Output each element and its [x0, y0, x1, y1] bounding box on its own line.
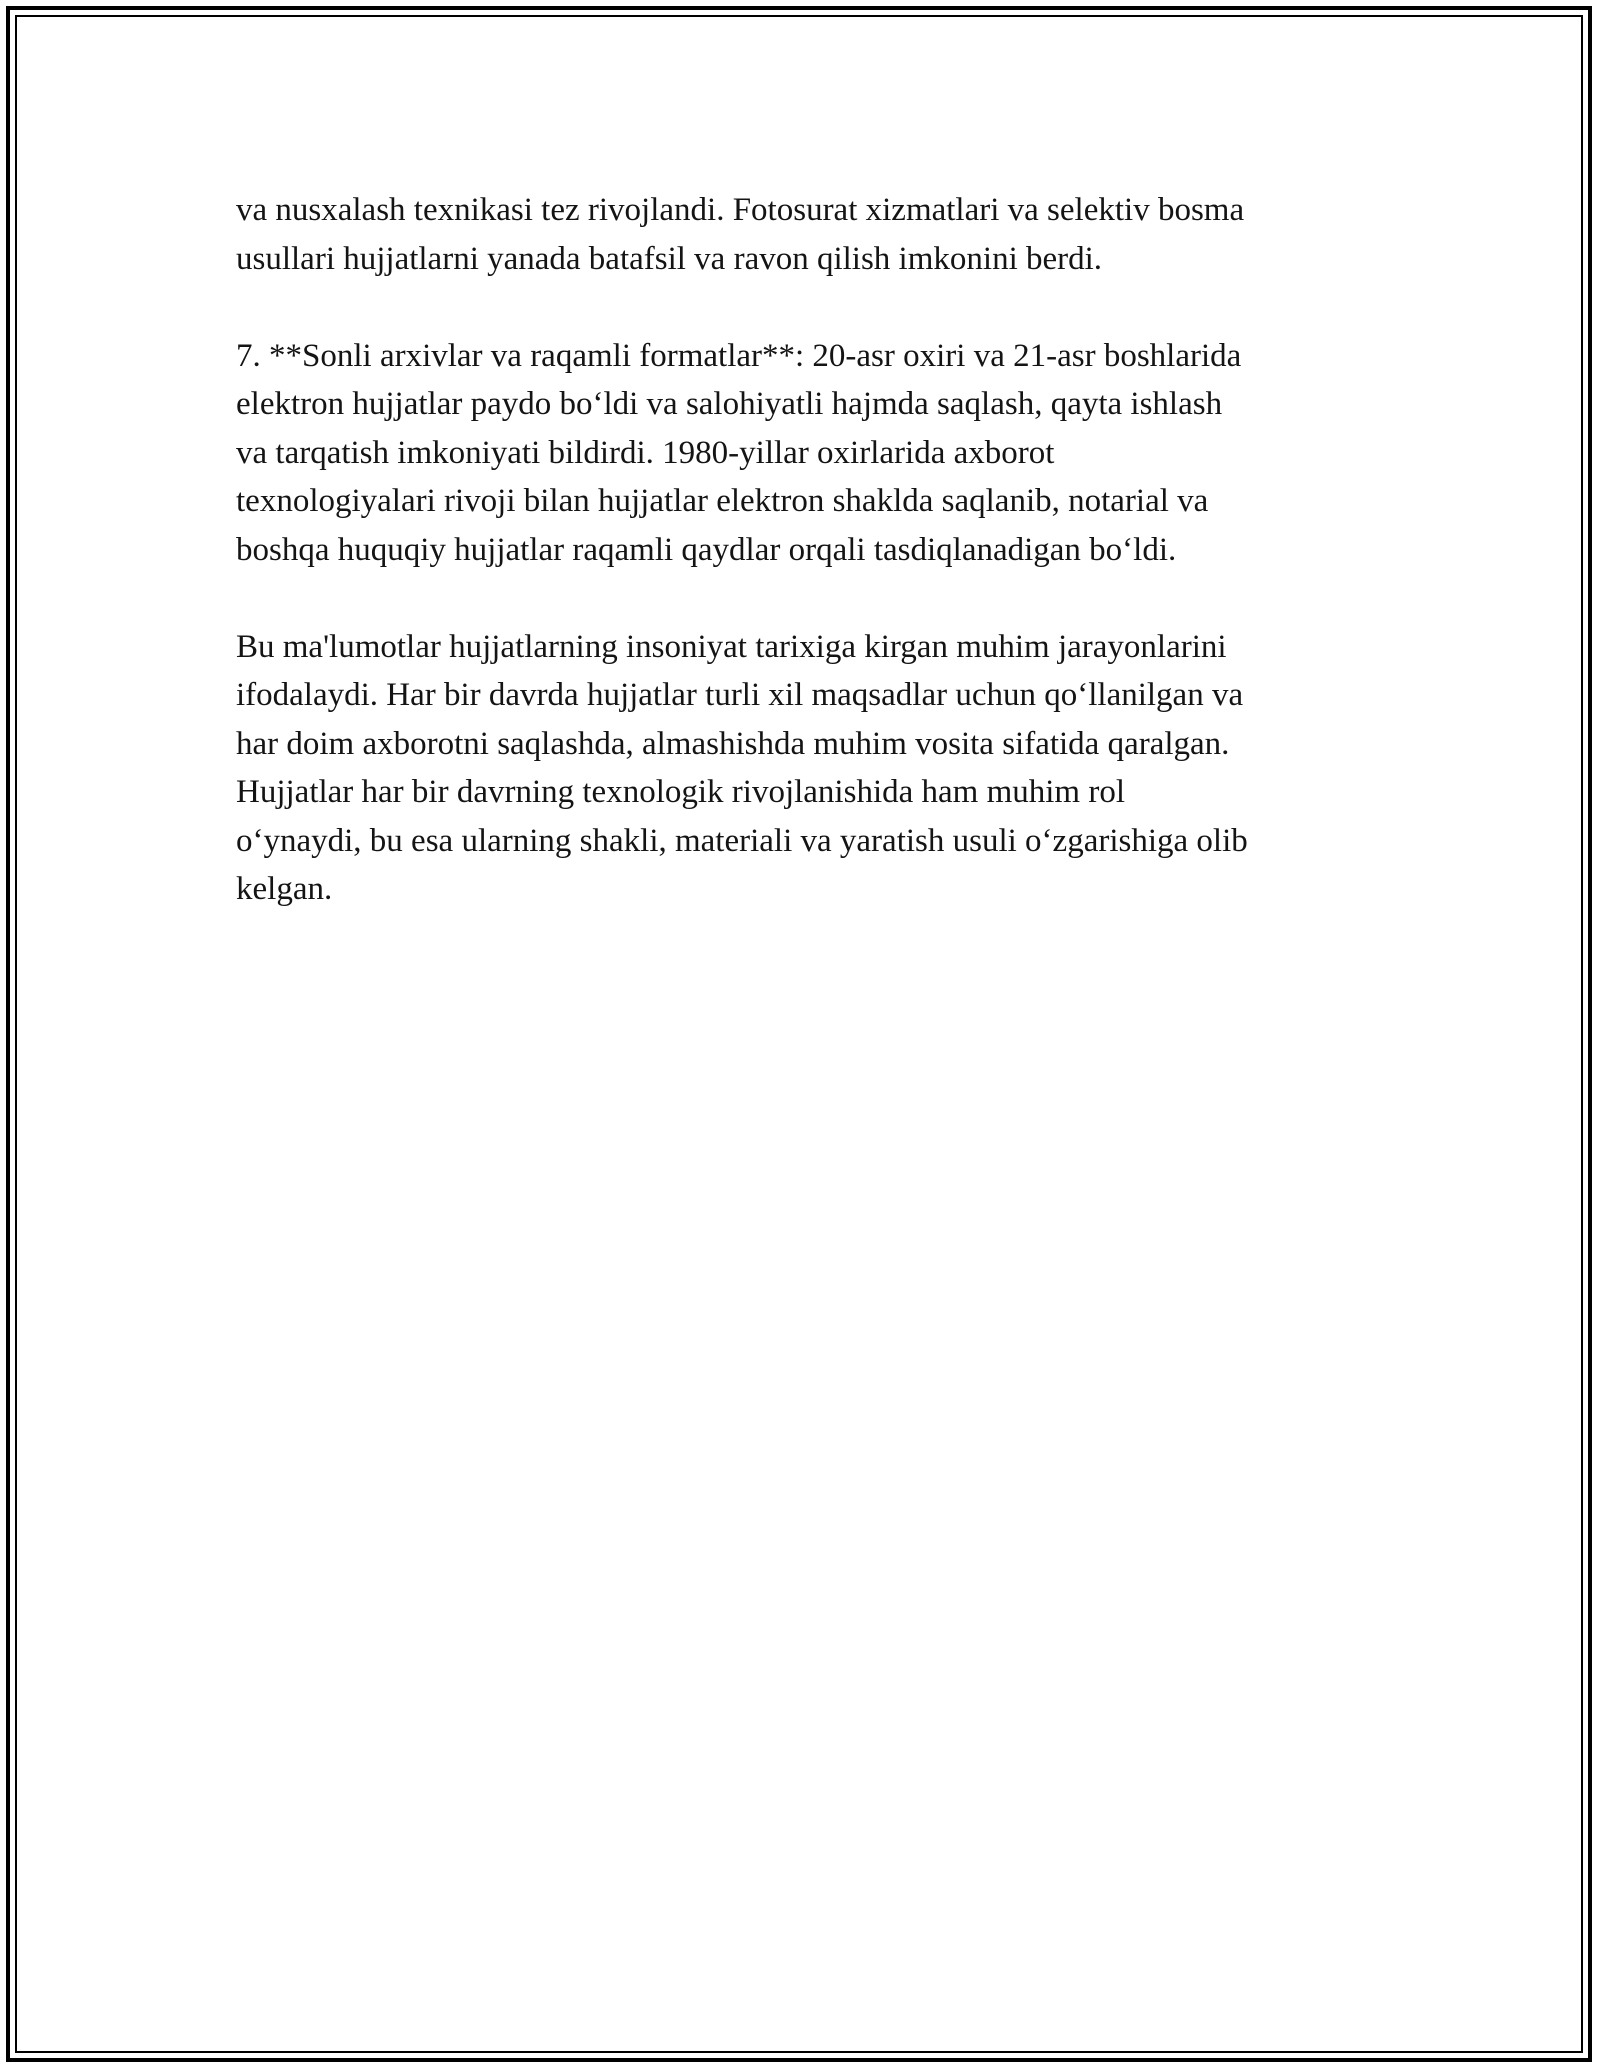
- paragraph-item-7-digital-archives: 7. **Sonli arxivlar va raqamli formatlar**: 20-asr oxiri va 21-asr boshlarida elektron hujjatlar paydo bo‘ldi va salohiyatli hajmda saqlash, qayta ishlash va tarqatish imkoniyati bildirdi. 1980-yillar oxirlarida axborot texnologiyalari rivoji bilan hujjatlar elektron shaklda saqlanib, notarial va boshqa huquqiy hujjatlar raqamli qaydlar orqali tasdiqlanadigan bo‘ldi.: [236, 337, 1242, 568]
- paragraph-intro-continuation: va nusxalash texnikasi tez rivojlandi. Fotosurat xizmatlari va selektiv bosma usullari hujjatlarni yanada batafsil va ravon qilish imkonini berdi.: [236, 192, 1245, 277]
- paragraph-conclusion: Bu ma'lumotlar hujjatlarning insoniyat tarixiga kirgan muhim jarayonlarini ifodalaydi. Har bir davrda hujjatlar turli xil maqsadlar uchun qo‘llanilgan va har doim axborotni saqlashda, almashishda muhim vosita sifatida qaralgan. Hujjatlar har bir davrning texnologik rivojlanishida ham muhim rol o‘ynaydi, bu esa ularning shakli, materiali va yaratish usuli o‘zgarishiga olib kelgan.: [236, 628, 1248, 907]
- document-body: [236, 186, 1366, 962]
